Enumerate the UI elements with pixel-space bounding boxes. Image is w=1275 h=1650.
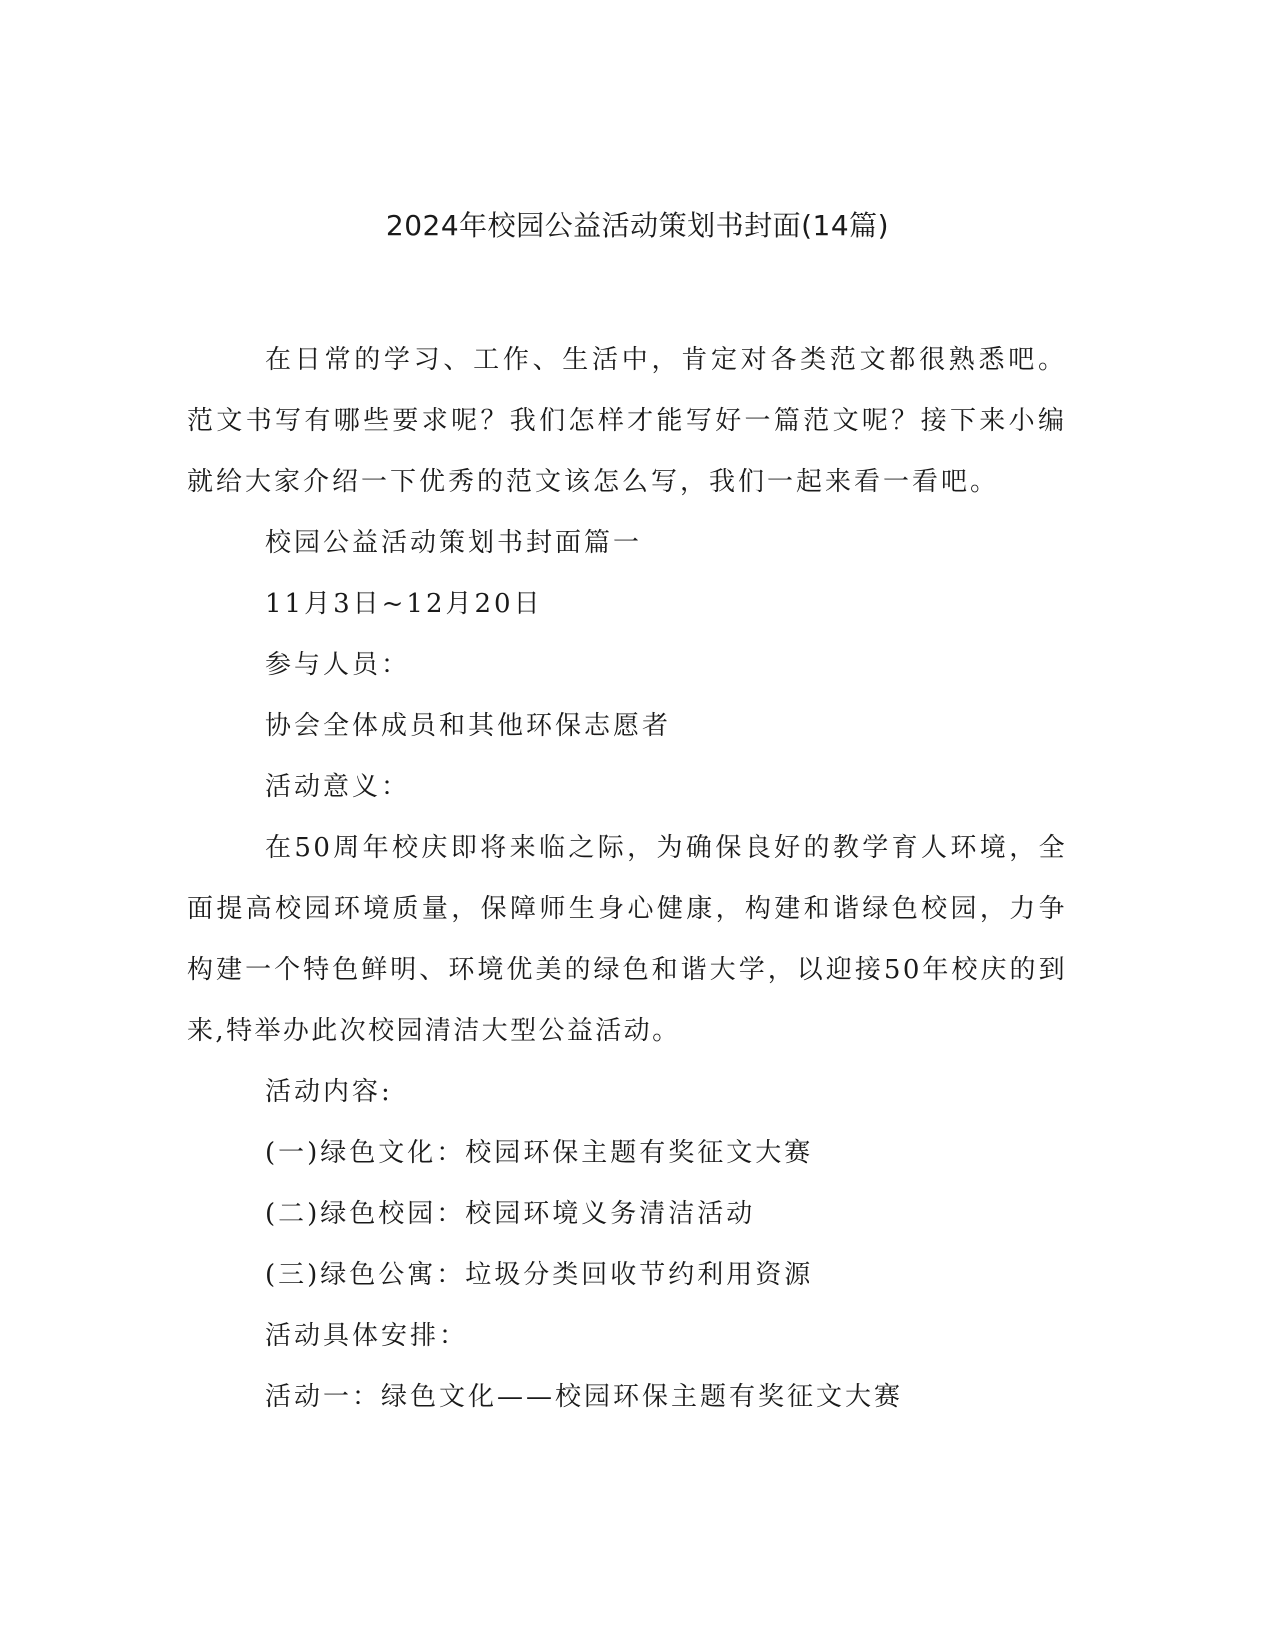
content-item: (一)绿色文化：校园环保主题有奖征文大赛 [265, 1138, 814, 1168]
intro-paragraph: 在日常的学习、工作、生活中，肯定对各类范文都很熟悉吧。范文书写有哪些要求呢？我们怎样才能写好一篇范文呢？接下来小编就给大家介绍一下优秀的范文该怎么写，我们一起来看一看吧。 [187, 345, 1067, 497]
content-label: 活动内容: [265, 1077, 393, 1107]
content-item: (三)绿色公寓：垃圾分类回收节约利用资源 [265, 1260, 814, 1290]
section-heading: 校园公益活动策划书封面篇一 [265, 528, 643, 558]
significance-paragraph: 在50周年校庆即将来临之际，为确保良好的教学育人环境，全面提高校园环境质量，保障师生身心健康，构建和谐绿色校园，力争构建一个特色鲜明、环境优美的绿色和谐大学，以迎接50年校庆的到来,特举办此次校园清洁大型公益活动。 [187, 833, 1067, 1046]
participants-text: 协会全体成员和其他环保志愿者 [265, 711, 672, 741]
document-body [187, 330, 1067, 1428]
significance-label: 活动意义： [265, 772, 411, 802]
activity-one-heading: 活动一：绿色文化——校园环保主题有奖征文大赛 [265, 1382, 904, 1412]
participants-label: 参与人员： [265, 650, 411, 680]
content-item: (二)绿色校园：校园环境义务清洁活动 [265, 1199, 756, 1229]
document-title: 2024年校园公益活动策划书封面(14篇) [385, 209, 890, 242]
schedule-label: 活动具体安排： [265, 1321, 469, 1351]
activity-date: 11月3日~12月20日 [265, 589, 543, 619]
